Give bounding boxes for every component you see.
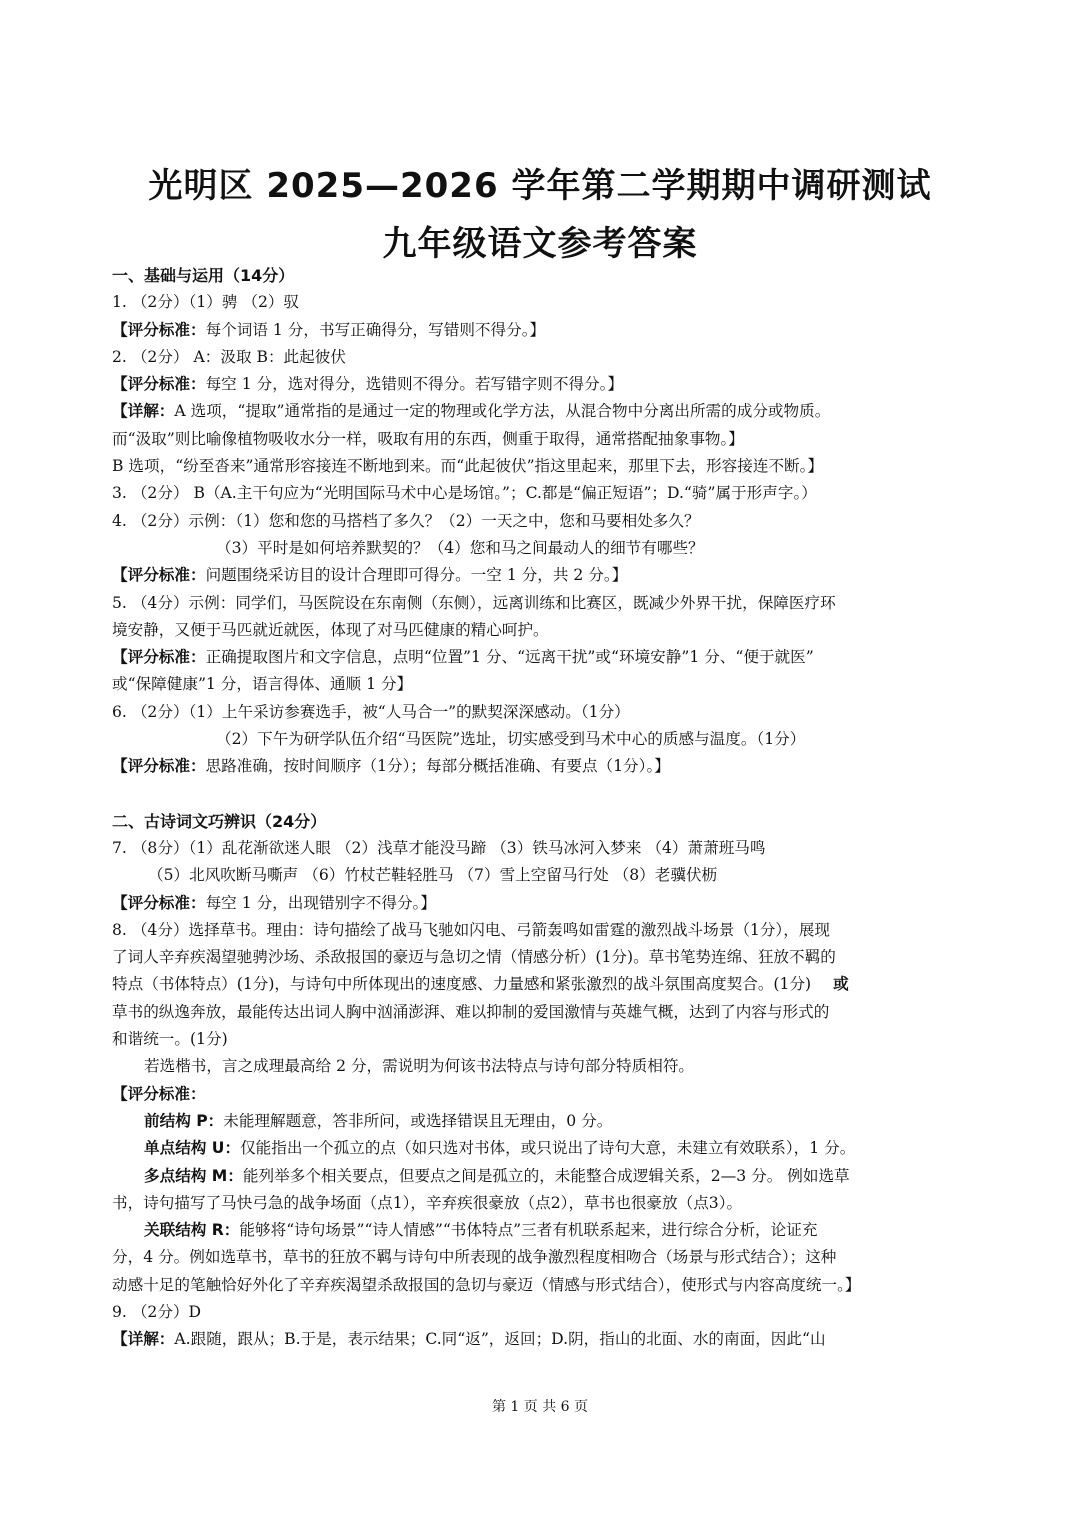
document-title: 光明区 2025—2026 学年第二学期期中调研测试	[148, 166, 932, 206]
answer-q7-line1: 7. （8分）（1）乱花渐欲迷人眼 （2）浅草才能没马蹄 （3）铁马冰河入梦来 （4）萧萧班马鸣	[112, 838, 766, 857]
answer-q1: 1. （2分）（1）骋 （2）驭	[112, 293, 300, 312]
answer-q4-line2: （3）平时是如何培养默契的？（4）您和马之间最动人的细节有哪些？	[216, 538, 704, 557]
answer-q5-line1: 5. （4分）示例：同学们，马医院设在东南侧（东侧），远离训练和比赛区，既减少外界干扰，保障医疗环	[112, 593, 836, 612]
structure-label: 单点结构 U：	[144, 1139, 241, 1158]
answer-q8-line6: 若选楷书，言之成理最高给 2 分，需说明为何该书法特点与诗句部分特质相符。	[144, 1057, 695, 1076]
grading-q8-structure-r-line1	[112, 1217, 972, 1244]
grading-text: 每空 1 分，出现错别字不得分。】	[205, 893, 436, 912]
answer-q8-or: 或	[833, 975, 849, 994]
explanation-text: A.跟随，跟从；B.于是，表示结果；C.同“返”，返回；D.阴，指山的北面、水的南面，因此“山	[174, 1330, 826, 1349]
grading-q8-structure-p	[112, 1108, 972, 1135]
answer-q8-line2: 了词人辛弃疾渴望驰骋沙场、杀敌报国的豪迈与急切之情（情感分析）(1分)。草书笔势连绵、狂放不羁的	[112, 948, 836, 967]
answer-q5-line2: 境安静，又便于马匹就近就医，体现了对马匹健康的精心呵护。	[112, 620, 549, 639]
explanation-label: 【详解：	[112, 1330, 175, 1349]
structure-label: 关联结构 R：	[144, 1221, 240, 1240]
grading-text: 问题围绕采访目的设计合理即可得分。一空 1 分，共 2 分。】	[205, 566, 628, 585]
grading-text: 思路准确，按时间顺序（1分）；每部分概括准确、有要点（1分）。】	[205, 757, 670, 776]
grading-label: 【评分标准：	[112, 757, 206, 776]
grading-q8-structure-r-line2: 分，4 分。例如选草书，草书的狂放不羁与诗句中所表现的战争激烈程度相吻合（场景与形式结合）；这种	[112, 1248, 837, 1267]
answer-q8-line1: 8. （4分）选择草书。理由：诗句描绘了战马飞驰如闪电、弓箭轰鸣如雷霆的激烈战斗场景（1分），展现	[112, 920, 831, 939]
grading-standard-q4	[112, 562, 972, 589]
grading-label: 【评分标准：	[112, 566, 206, 585]
grading-text: 正确提取图片和文字信息，点明“位置”1 分、“远离干扰”或“环境安静”1 分、“便于就医”	[205, 648, 814, 667]
answer-q4-line1: 4. （2分）示例：（1）您和您的马搭档了多久？（2）一天之中，您和马要相处多久？	[112, 511, 700, 530]
grading-label: 【评分标准：	[112, 320, 206, 339]
structure-text: 能列举多个相关要点，但要点之间是孤立的，未能整合成逻辑关系，2—3 分。 例如选草	[242, 1166, 850, 1185]
grading-q8-structure-r-line3: 动感十足的笔触恰好外化了辛弃疾渴望杀敌报国的急切与豪迈（情感与形式结合），使形式与内容高度统一。】	[112, 1275, 861, 1294]
structure-text: 仅能指出一个孤立的点（如只选对书体，或只说出了诗句大意，未建立有效联系），1 分。	[240, 1139, 856, 1158]
grading-standard-q5-line2: 或“保障健康”1 分，语言得体、通顺 1 分】	[112, 675, 413, 694]
grading-standard-q6	[112, 753, 972, 780]
section-gap	[112, 781, 972, 808]
section-heading-basics: 一、基础与运用（14分）	[112, 266, 295, 285]
grading-standard-q5-line1	[112, 644, 972, 671]
grading-text: 每个词语 1 分，书写正确得分，写错则不得分。】	[205, 320, 546, 339]
answer-q8-line3	[112, 971, 972, 998]
structure-label: 多点结构 M：	[144, 1166, 243, 1185]
structure-text: 能够将“诗句场景”“诗人情感”“书体特点”三者有机联系起来，进行综合分析，论证充	[239, 1221, 818, 1240]
grading-q8-structure-m-line1	[112, 1163, 972, 1190]
grading-label: 【评分标准：	[112, 375, 206, 394]
page-number: 第 1 页 共 6 页	[491, 1399, 589, 1415]
grading-q8-structure-u	[112, 1135, 972, 1162]
answer-q7-line2: （5）北风吹断马嘶声 （6）竹杖芒鞋轻胜马 （7）雪上空留马行处 （8）老骥伏枥	[148, 866, 718, 885]
answer-q9: 9. （2分）D	[112, 1302, 202, 1321]
grading-label: 【评分标准：	[112, 893, 206, 912]
answer-q6-line1: 6. （2分）（1）上午采访参赛选手，被“人马合一”的默契深深感动。（1分）	[112, 702, 630, 721]
grading-standard-q7	[112, 890, 972, 917]
explanation-q9	[112, 1326, 972, 1353]
answer-q8-line4: 草书的纵逸奔放，最能传达出词人胸中汹涌澎湃、难以抑制的爱国激情与英雄气概，达到了内容与形式的	[112, 1002, 830, 1021]
explanation-q2-line3: B 选项，“纷至沓来”通常形容接连不断地到来。而“此起彼伏”指这里起来，那里下去，形容接连不断。】	[112, 457, 824, 476]
answer-content	[112, 262, 972, 1354]
answer-q8-line5: 和谐统一。(1分)	[112, 1030, 228, 1049]
answer-q2: 2. （2分） A：汲取 B：此起彼伏	[112, 347, 346, 366]
explanation-label: 【详解：	[112, 402, 175, 421]
explanation-q2-line2: 而“汲取”则比喻像植物吸收水分一样，吸取有用的东西，侧重于取得，通常搭配抽象事物。】	[112, 429, 744, 448]
grading-standard-q2	[112, 371, 972, 398]
answer-q6-line2: （2）下午为研学队伍介绍“马医院”选址，切实感受到马术中心的质感与温度。（1分）	[216, 730, 806, 749]
answer-q3: 3. （2分） B（A.主干句应为“光明国际马术中心是场馆。”；C.都是“偏正短语”；D.“骑”属于形声字。）	[112, 484, 817, 503]
answer-q8-line3-text: 特点（书体特点）(1分)，与诗句中所体现出的速度感、力量感和紧张激烈的战斗氛围高度契合。(1分)	[112, 975, 812, 994]
grading-q8-structure-m-line2: 书，诗句描写了马快弓急的战争场面（点1），辛弃疾很豪放（点2），草书也很豪放（点3）。	[112, 1193, 743, 1212]
section-heading-poetry: 二、古诗词文巧辨识（24分）	[112, 811, 327, 831]
document-subtitle: 九年级语文参考答案	[382, 224, 698, 264]
structure-text: 未能理解题意，答非所问，或选择错误且无理由，0 分。	[223, 1111, 613, 1130]
grading-standard-q8-label: 【评分标准：	[112, 1084, 206, 1103]
explanation-q2-line1	[112, 398, 972, 425]
structure-label: 前结构 P：	[144, 1111, 224, 1130]
grading-standard-q1	[112, 317, 972, 344]
grading-label: 【评分标准：	[112, 648, 206, 667]
grading-text: 每空 1 分，选对得分，选错则不得分。若写错字则不得分。】	[205, 375, 624, 394]
explanation-text: A 选项，“提取”通常指的是通过一定的物理或化学方法，从混合物中分离出所需的成分或物质。	[174, 402, 831, 421]
